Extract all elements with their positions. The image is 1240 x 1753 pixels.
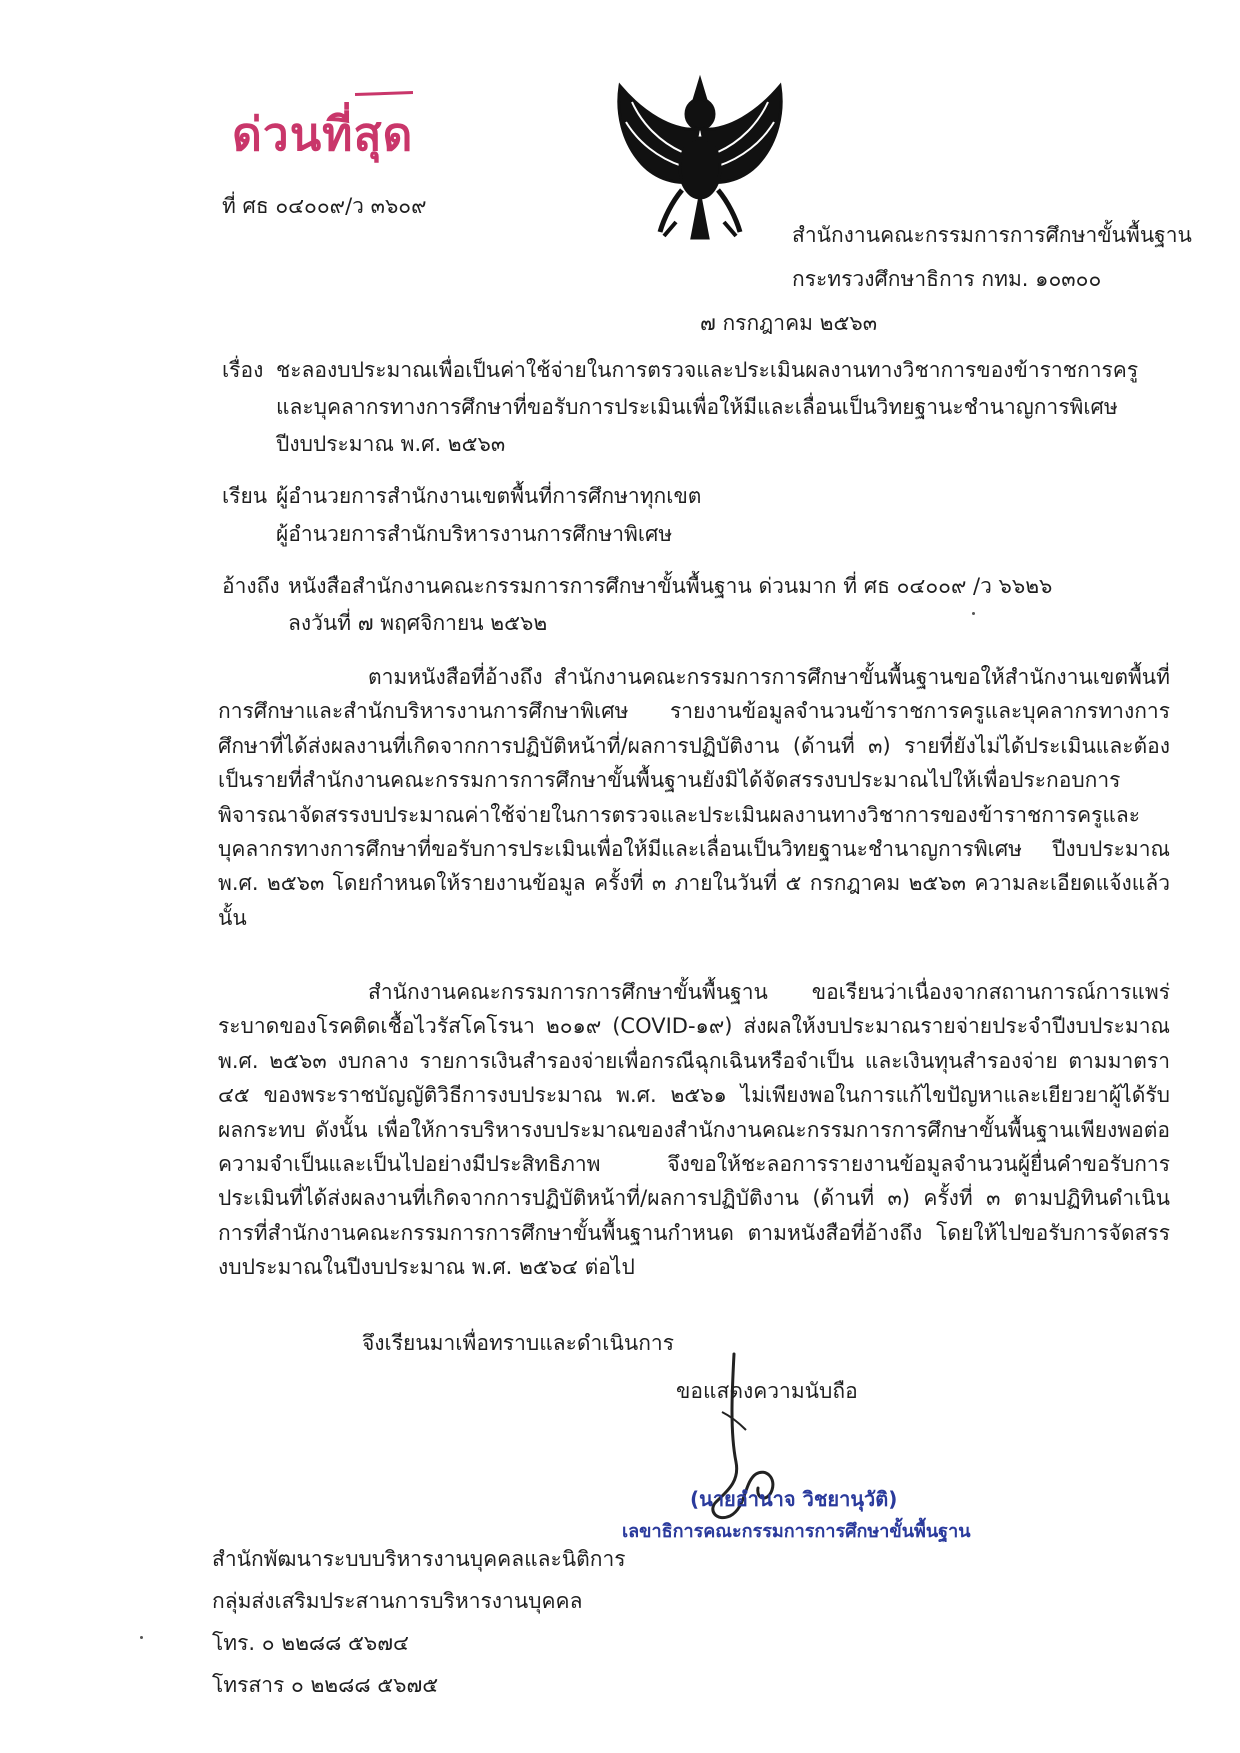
reference-number: ที่ ศธ ๐๔๐๐๙/ว ๓๖๐๙ [222, 194, 427, 218]
subject-line-3: ปีงบประมาณ พ.ศ. ๒๕๖๓ [276, 432, 506, 456]
body-paragraph-2: สำนักงานคณะกรรมการการศึกษาขั้นพื้นฐาน ขอเรียนว่าเนื่องจากสถานการณ์การแพร่ระบาดของโรคติดเชื้อไวรัสโคโรนา ๒๐๑๙ (COVID-๑๙) ส่งผลให้งบประมาณรายจ่ายประจำปีงบประมาณ พ.ศ. ๒๕๖๓ งบกลาง รายการเงินสำรองจ่ายเพื่อกรณีฉุกเฉินหรือจำเป็น และเงินทุนสำรองจ่าย ตามมาตรา ๔๕ ของพระราชบัญญัติวิธีการงบประมาณ พ.ศ. ๒๕๖๑ ไม่เพียงพอในการแก้ไขปัญหาและเยียวยาผู้ได้รับผลกระทบ ดังนั้น เพื่อให้การบริหารงบประมาณของสำนักงานคณะกรรมการการศึกษาขั้นพื้นฐานเพียงพอต่อความจำเป็นและเป็นไปอย่างมีประสิทธิภาพ จึงขอให้ชะลอการรายงานข้อมูลจำนวนผู้ยื่นคำขอรับการประเมินที่ได้ส่งผลงานที่เกิดจากการปฏิบัติหน้าที่/ผลการปฏิบัติงาน (ด้านที่ ๓) ครั้งที่ ๓ ตามปฏิทินดำเนินการที่สำนักงานคณะกรรมการการศึกษาขั้นพื้นฐานกำหนด ตามหนังสือที่อ้างถึง โดยให้ไปขอรับการจัดสรรงบประมาณในปีงบประมาณ พ.ศ. ๒๕๖๔ ต่อไป [218, 980, 1170, 1280]
signatory-position: เลขาธิการคณะกรรมการการศึกษาขั้นพื้นฐาน [622, 1521, 971, 1542]
body-paragraph-2-block [218, 975, 1170, 1285]
footer-fax: โทรสาร ๐ ๒๒๘๘ ๕๖๗๕ [212, 1673, 439, 1697]
to-line-2: ผู้อำนวยการสำนักบริหารงานการศึกษาพิเศษ [276, 522, 673, 546]
scan-speck [140, 1636, 143, 1639]
closing-line: จึงเรียนมาเพื่อทราบและดำเนินการ [362, 1331, 674, 1355]
reference-label: อ้างถึง [222, 574, 280, 598]
body-paragraph-1-block [218, 660, 1170, 935]
subject-label: เรื่อง [222, 358, 264, 382]
to-line-1: ผู้อำนวยการสำนักงานเขตพื้นที่การศึกษาทุกเขต [276, 484, 702, 508]
regards-line: ขอแสดงความนับถือ [676, 1379, 858, 1403]
subject-line-2: และบุคลากรทางการศึกษาที่ขอรับการประเมินเพื่อให้มีและเลื่อนเป็นวิทยฐานะชำนาญการพิเศษ [276, 395, 1118, 419]
signatory-name: (นายอำนาจ วิชยานุวัติ) [690, 1487, 898, 1511]
garuda-emblem-icon [602, 72, 798, 242]
footer-telephone: โทร. ๐ ๒๒๘๘ ๕๖๗๔ [212, 1631, 409, 1655]
reference-line-1: หนังสือสำนักงานคณะกรรมการการศึกษาขั้นพื้นฐาน ด่วนมาก ที่ ศธ ๐๔๐๐๙ /ว ๖๖๒๖ [288, 574, 1053, 598]
urgent-stamp: ด่วนที่สุด [232, 107, 414, 161]
reference-line-2: ลงวันที่ ๗ พฤศจิกายน ๒๕๖๒ [288, 611, 548, 635]
body-paragraph-1: ตามหนังสือที่อ้างถึง สำนักงานคณะกรรมการการศึกษาขั้นพื้นฐานขอให้สำนักงานเขตพื้นที่การศึกษาและสำนักบริหารงานการศึกษาพิเศษ รายงานข้อมูลจำนวนข้าราชการครูและบุคลากรทางการศึกษาที่ได้ส่งผลงานที่เกิดจากการปฏิบัติหน้าที่/ผลการปฏิบัติงาน (ด้านที่ ๓) รายที่ยังไม่ได้ประเมินและต้องเป็นรายที่สำนักงานคณะกรรมการการศึกษาขั้นพื้นฐานยังมิได้จัดสรรงบประมาณไปให้เพื่อประกอบการพิจารณาจัดสรรงบประมาณค่าใช้จ่ายในการตรวจและประเมินผลงานทางวิชาการของข้าราชการครูและบุคลากรทางการศึกษาที่ขอรับการประเมินเพื่อให้มีและเลื่อนเป็นวิทยฐานะชำนาญการพิเศษ ปีงบประมาณ พ.ศ. ๒๕๖๓ โดยกำหนดให้รายงานข้อมูล ครั้งที่ ๓ ภายในวันที่ ๕ กรกฎาคม ๒๕๖๓ ความละเอียดแจ้งแล้ว นั้น [218, 665, 1170, 930]
subject-line-1: ชะลองบประมาณเพื่อเป็นค่าใช้จ่ายในการตรวจและประเมินผลงานทางวิชาการของข้าราชการครู [276, 358, 1139, 382]
to-label: เรียน [222, 484, 268, 508]
letter-date: ๗ กรกฎาคม ๒๕๖๓ [700, 311, 878, 335]
footer-group: กลุ่มส่งเสริมประสานการบริหารงานบุคคล [212, 1589, 583, 1613]
stamp-underline [355, 91, 413, 96]
office-name: สำนักงานคณะกรรมการการศึกษาขั้นพื้นฐาน [792, 223, 1192, 247]
scan-speck [972, 612, 975, 615]
footer-department: สำนักพัฒนาระบบบริหารงานบุคคลและนิติการ [212, 1547, 626, 1571]
office-address: กระทรวงศึกษาธิการ กทม. ๑๐๓๐๐ [792, 267, 1102, 291]
